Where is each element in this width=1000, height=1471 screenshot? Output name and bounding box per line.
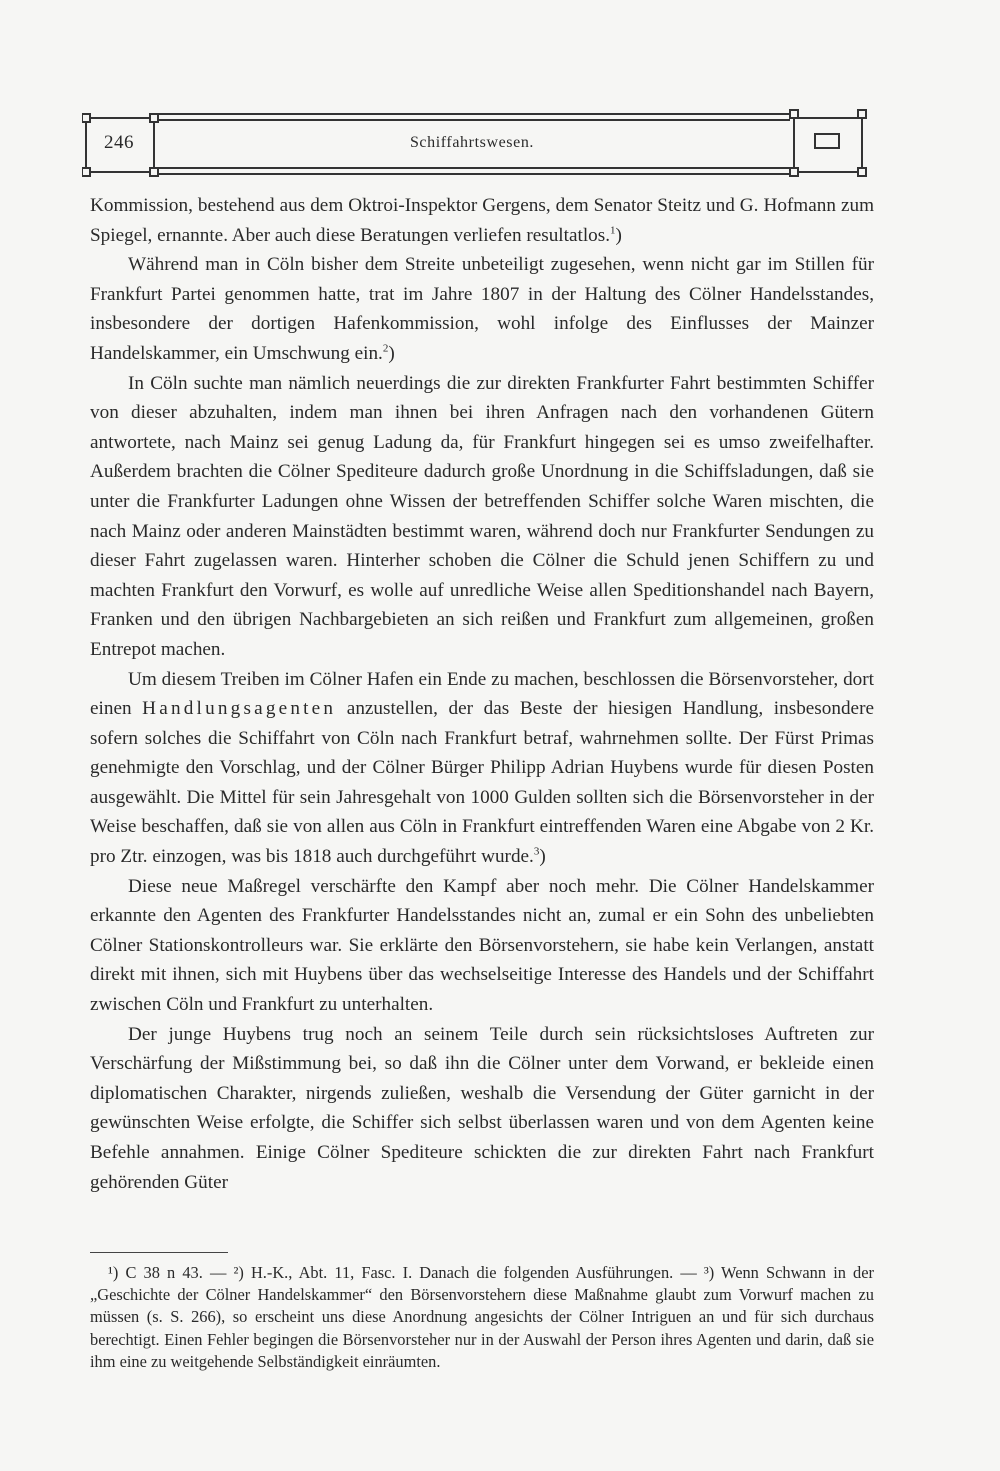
paragraph-2: Während man in Cöln bisher dem Streite unbeteiligt zugesehen, wenn nicht gar im Stillen für Frankfurt Partei genommen hatte, trat im Jahre 1807 in der Haltung des Cölner Handelsstandes, insbesondere der dortigen Hafenkommission, wohl infolge des Einflusses der Mainzer Handelskammer, ein Umschwung ein.$^2$) [90,254,874,364]
paragraph-1: Kommission, bestehend aus dem Oktroi-Inspektor Gergens, dem Senator Steitz und G. Hofmann zum Spiegel, ernannte. Aber auch diese Beratungen verliefen resultatlos.$^1$) [90,195,874,246]
emphasis-spaced: Handlungsagenten [142,698,337,720]
paragraph-4: Um diesem Treiben im Cölner Hafen ein Ende zu machen, beschlossen die Börsenvorsteher, dort einen Handlungsagenten anzustellen, der das Beste der hiesigen Handlung, insbesondere sofern solches die Schiffahrt von Cöln nach Frankfurt betraf, wahrnehmen sollte. Der Fürst Primas genehmigte den Vorschlag, und der Cölner Bürger Philipp Adrian Huybens wurde für diesen Posten ausgewählt. Die Mittel für sein Jahresgehalt von 1000 Gulden sollten sich die Börsenvorsteher in der Weise beschaffen, daß sie von allen aus Cöln in Frankfurt eintreffenden Waren eine Abgabe von 2 Kr. pro Ztr. einzogen, was bis 1818 auch durchgeführt wurde.$^3$) [90,668,874,868]
footnotes [90,1262,874,1373]
footnote-separator [90,1252,228,1253]
page-header [82,108,870,178]
running-title: Schiffahrtswesen. [409,134,535,151]
footnote-ref-2: 2 [382,342,389,355]
footnote-ref-3: 3 [533,845,540,858]
paragraph-5: Diese neue Maßregel verschärfte den Kampf aber noch mehr. Die Cölner Handelskammer erkannte den Agenten des Frankfurter Handelsstandes nicht an, zumal er ein Sohn des unbeliebten Cölner Stationskontrolleurs war. Sie erklärte den Börsenvorstehern, sie habe kein Verlangen, anstatt direkt mit ihnen, sich mit Huybens über das wechselseitige Interesse des Handels und der Schiffahrt zwischen Cöln und Frankfurt zu unterhalten. [90,875,874,1016]
footnote-ref-1: 1 [610,224,616,237]
paragraph-6: Der junge Huybens trug noch an seinem Teile durch sein rücksichtsloses Auftreten zur Verschärfung der Mißstimmung bei, so daß ihn die Cölner unter dem Vorwand, er bekleide einen diplomatischen Charakter, nirgends zuließen, weshalb die Versendung der Güter garnicht in der gewünschten Weise erfolgte, die Schiffer sich selbst überlassen waren und von dem Agenten keine Befehle annahmen. Einige Cölner Spediteure schickten die zur direkten Fahrt nach Frankfurt gehörenden Güter [90,1023,874,1193]
body-text [90,191,874,1197]
footnote-text: ¹) C 38 n 43. — ²) H.-K., Abt. 11, Fasc. I. Danach die folgenden Ausführungen. — ³) Wenn Schwann in der „Geschichte der Cölner Handelskammer“ den Börsenvorstehern diese Maßnahme glaubt zum Vorwurf machen zu müssen (s. S. 266), so erscheint uns diese Anordnung angesichts der Cölner Intriguen an und für sich durchaus berechtigt. Einen Fehler begingen die Börsenvorsteher nur in der Auswahl der Person ihres Agenten und darin, daß sie ihm eine zu weitgehende Selbständigkeit einräumten. [90,1263,874,1371]
paragraph-3: In Cöln suchte man nämlich neuerdings die zur direkten Frankfurter Fahrt bestimmten Schiffer von dieser abzuhalten, indem man ihnen bei ihren Anfragen nach den vorhandenen Gütern antwortete, nach Mainz sei genug Ladung da, für Frankfurt hingegen sei es umso zweifelhafter. Außerdem brachten die Cölner Spediteure dadurch große Unordnung in die Schiffsladungen, daß sie unter die Frankfurter Ladungen ohne Wissen der betreffenden Schiffer solche Waren mischten, die nach Mainz oder anderen Mainstädten bestimmt waren, während doch nur Frankfurter Sendungen zu dieser Fahrt zugelassen waren. Hinterher schoben die Cölner die Schuld jenen Schiffern zu und machten Frankfurt den Vorwurf, es wolle auf unredliche Weise allen Speditionshandel nach Bayern, Franken und den übrigen Nachbargebieten an sich reißen und Frankfurt zum allgemeinen, großen Entrepot machen. [90,372,874,660]
page-number: 246 [104,132,134,153]
